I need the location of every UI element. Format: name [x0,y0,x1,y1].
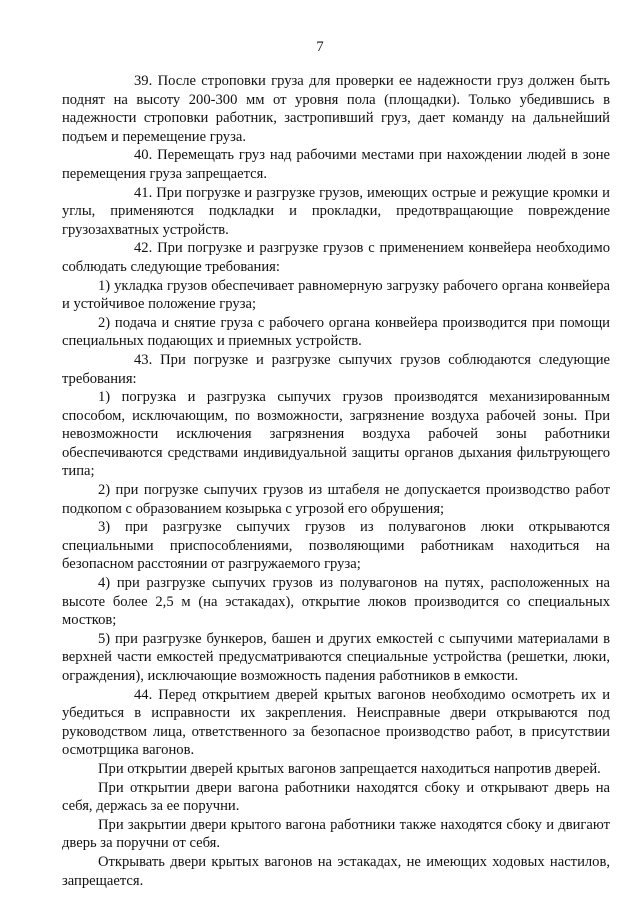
paragraph-text: При погрузке и разгрузке грузов, имеющих острые и режущие кромки и углы, применяются подкладки и прокладки, предотвращающие повреждение грузозахватных устройств. [62,184,610,238]
paragraph-44 [62,686,610,760]
paragraph-39 [62,72,610,146]
paragraph-40 [62,146,610,183]
paragraph-number: 43. [134,351,153,368]
paragraph-text: При открытии двери вагона работники находятся сбоку и открывают дверь на себя, держась за ее поручни. [62,779,610,815]
document-body [62,72,610,890]
paragraph-number: 40. [134,147,153,164]
paragraph-42 [62,239,610,276]
paragraph-text: 5) при разгрузке бункеров, башен и других емкостей с сыпучими материалами в верхней части емкостей предусматриваются специальные устройства (решетки, люки, ограждения), исключающие возможность падения работников в емкости. [62,630,610,684]
paragraph [62,760,610,779]
list-item [62,314,610,351]
paragraph-text: 2) подача и снятие груза с рабочего органа конвейера производится при помощи специальных подающих и приемных устройств. [62,314,610,350]
paragraph-text: Открывать двери крытых вагонов на эстакадах, не имеющих ходовых настилов, запрещается. [62,853,610,889]
paragraph-number: 44. [134,686,153,703]
list-item [62,277,610,314]
paragraph-text: 3) при разгрузке сыпучих грузов из полувагонов люки открываются специальными приспособлениями, позволяющими работникам находиться на безопасном расстоянии от разгружаемого груза; [62,519,610,573]
paragraph-text: 4) при разгрузке сыпучих грузов из полувагонов на путях, расположенных на высоте более 2,5 м (на эстакадах), открытие люков производится со специальных мостков; [62,575,610,629]
paragraph-number: 39. [134,73,153,89]
paragraph-text: 1) погрузка и разгрузка сыпучих грузов производятся механизированным способом, исключающим, по возможности, загрязнение воздуха рабочей зоны. При невозможности исключения загрязнения воздуха рабочей зоны работники обеспечиваются средствами индивидуальной защиты органов дыхания фильтрующего типа; [62,389,610,480]
list-item [62,388,610,481]
paragraph-number: 41. [134,184,153,201]
paragraph-text: При закрытии двери крытого вагона работники также находятся сбоку и двигают дверь за поручни от себя. [62,816,610,852]
paragraph [62,853,610,890]
list-item [62,481,610,518]
paragraph-text: При погрузке и разгрузке грузов с применением конвейера необходимо соблюдать следующие требования: [62,240,610,275]
paragraph [62,779,610,816]
paragraph-text: Перемещать груз над рабочими местами при нахождении людей в зоне перемещения груза запрещается. [62,147,611,182]
paragraph [62,816,610,853]
paragraph-text: 1) укладка грузов обеспечивает равномерную загрузку рабочего органа конвейера и устойчивое положение груза; [62,277,610,313]
page-number: 7 [316,39,324,55]
paragraph-41 [62,184,610,240]
paragraph-text: При погрузке и разгрузке сыпучих грузов соблюдаются следующие требования: [62,351,610,387]
paragraph-text: При открытии дверей крытых вагонов запрещается находиться напротив дверей. [98,760,601,777]
list-item [62,574,610,630]
list-item [62,518,610,574]
list-item [62,630,610,686]
paragraph-number: 42. [134,240,153,257]
paragraph-text: 2) при погрузке сыпучих грузов из штабеля не допускается производство работ подкопом с образованием козырька с угрозой его обрушения; [62,482,610,517]
paragraph-text: Перед открытием дверей крытых вагонов необходимо осмотреть их и убедиться в исправности их закрепления. Неисправные двери открываются под руководством лица, ответственного за безопасное производство работ, в присутствии осмотрщика вагонов. [62,686,611,759]
paragraph-43 [62,351,610,388]
paragraph-text: После строповки груза для проверки ее надежности груз должен быть поднят на высоту 200-300 мм от уровня пола (площадки). Только убедившись в надежности строповки работник, застропивший груз, дает команду на дальнейший подъем и перемещение груза. [62,73,610,145]
